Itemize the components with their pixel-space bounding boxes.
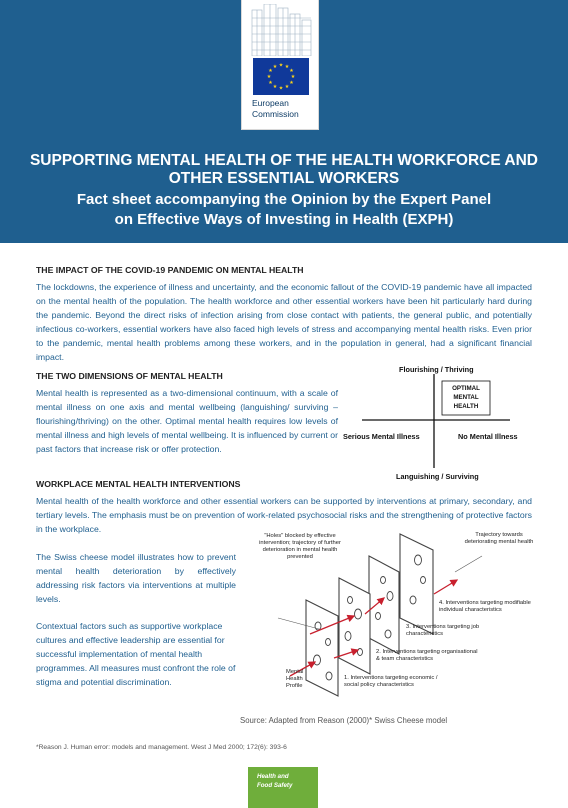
intervention-1-label bbox=[344, 675, 437, 689]
logo-text bbox=[252, 98, 312, 120]
swiss-cheese-paragraph: The Swiss cheese model illustrates how to prevent mental health deterioration by effectively addressing risk factors via interventions at multiple levels. bbox=[36, 552, 236, 604]
box-line-2: MENTAL bbox=[453, 394, 479, 401]
intervention-1-line-1: 1. Interventions targeting economic / bbox=[344, 675, 438, 681]
logo-line-2: Commission bbox=[252, 109, 299, 119]
holes-line-3: deterioration in mental health bbox=[262, 547, 338, 553]
badge-line-1: Health and bbox=[257, 773, 289, 780]
svg-text:★: ★ bbox=[278, 62, 284, 69]
intervention-2-line-1: 2. Interventions targeting organisational bbox=[376, 649, 478, 655]
box-line-3: HEALTH bbox=[453, 403, 479, 410]
trajectory-label bbox=[454, 532, 544, 546]
eu-flag-icon bbox=[253, 58, 309, 95]
subtitle-line-2: on Effective Ways of Investing in Health (EXPH) bbox=[114, 211, 454, 228]
page-title bbox=[20, 152, 548, 188]
axis-bottom-label: Languishing / Surviving bbox=[396, 472, 479, 481]
swiss-cheese-diagram bbox=[250, 530, 545, 705]
svg-text:★: ★ bbox=[278, 85, 284, 92]
badge-text bbox=[257, 772, 292, 790]
source-caption: Source: Adapted from Reason (2000)* Swiss Cheese model bbox=[240, 716, 448, 725]
section3-heading: WORKPLACE MENTAL HEALTH INTERVENTIONS bbox=[36, 479, 241, 489]
profile-line-2: Health bbox=[286, 676, 303, 682]
section2-heading: THE TWO DIMENSIONS OF MENTAL HEALTH bbox=[36, 371, 223, 381]
page-subtitle bbox=[20, 190, 548, 230]
svg-text:★: ★ bbox=[272, 64, 278, 70]
trajectory-line-2: deteriorating mental health bbox=[464, 539, 534, 545]
title-line-2: OTHER ESSENTIAL WORKERS bbox=[168, 170, 400, 187]
svg-text:★: ★ bbox=[266, 74, 272, 80]
optimal-mental-health-box bbox=[442, 384, 490, 411]
holes-line-2: intervention; trajectory of further bbox=[259, 540, 341, 546]
intervention-2-label bbox=[376, 649, 478, 663]
european-commission-logo[interactable] bbox=[241, 0, 319, 130]
svg-text:★: ★ bbox=[289, 68, 294, 74]
quadrant-axes bbox=[340, 362, 536, 482]
intervention-4-label bbox=[439, 600, 531, 614]
axis-right-label: No Mental Illness bbox=[458, 432, 518, 441]
logo-line-1: European bbox=[252, 98, 289, 108]
svg-text:★: ★ bbox=[284, 84, 290, 90]
badge-line-2: Food Safety bbox=[257, 782, 293, 789]
intervention-3-label bbox=[406, 624, 479, 638]
mental-health-profile-label bbox=[286, 669, 314, 690]
holes-label bbox=[250, 533, 350, 561]
profile-line-1: Mental bbox=[286, 669, 304, 675]
berlaymont-building-icon bbox=[248, 4, 314, 56]
intervention-2-line-2: & team characteristics bbox=[376, 656, 434, 662]
axis-left-label: Serious Mental Illness bbox=[343, 432, 420, 441]
subtitle-line-1: Fact sheet accompanying the Opinion by the Expert Panel bbox=[76, 191, 492, 208]
section1-heading: THE IMPACT OF THE COVID-19 PANDEMIC ON MENTAL HEALTH bbox=[36, 265, 304, 275]
intervention-4-line-1: 4. Interventions targeting modifiable bbox=[439, 600, 531, 606]
svg-text:★: ★ bbox=[284, 64, 290, 70]
intervention-4-line-2: individual characteristics bbox=[439, 607, 502, 613]
svg-text:★: ★ bbox=[290, 74, 296, 80]
svg-text:★: ★ bbox=[289, 80, 294, 86]
svg-text:★: ★ bbox=[268, 80, 273, 86]
svg-text:★: ★ bbox=[268, 68, 273, 74]
axis-top-label: Flourishing / Thriving bbox=[399, 365, 474, 374]
intervention-3-line-2: characteristics bbox=[406, 631, 444, 637]
health-food-safety-badge bbox=[248, 767, 318, 808]
section2-body: Mental health is represented as a two-dimensional continuum, with a scale of mental illness on one axis and mental wellbeing (languishing/ surviving – flourishing/thriving) on the other. Optimal mental health requires low levels of mental illness and high levels of mental wellbeing. It is influenced by current or past factors that increase risk or offer protection. bbox=[36, 388, 338, 454]
profile-line-3: Profile bbox=[286, 683, 303, 689]
intervention-1-line-2: social policy characteristics bbox=[344, 682, 414, 688]
mental-health-quadrant-diagram bbox=[340, 362, 536, 482]
title-line-1: SUPPORTING MENTAL HEALTH OF THE HEALTH WORKFORCE AND bbox=[29, 152, 539, 169]
intervention-3-line-1: 3. Interventions targeting job bbox=[406, 624, 480, 630]
contextual-factors-paragraph: Contextual factors such as supportive workplace cultures and effective leadership are essential for successful implementation of mental health programmes. All measures must confront the role of stigma and potential discrimination. bbox=[36, 621, 236, 687]
trajectory-line-1: Trajectory towards bbox=[475, 532, 523, 538]
section3-body: Mental health of the health workforce and other essential workers can be supported by interventions at primary, secondary, and tertiary levels. The emphasis must be on prevention of work-related psychosocial risks and the strengthening of protective factors in the workplace. bbox=[36, 496, 532, 534]
box-line-1: OPTIMAL bbox=[452, 385, 480, 392]
section1-body: The lockdowns, the experience of illness and uncertainty, and the economic fallout of the COVID-19 pandemic have all impacted on the mental health of the population. The health workforce and other essential workers have been hit particularly hard during the pandemic. Beyond the direct risks of infection arising from close contact with patients, the general public, and potentially infectious co-workers, essential workers have also faced high levels of stress and accompanying mental health risks. Even prior to the pandemic, mental health problems among these workers, and in the population in general, had a significant financial impact. bbox=[36, 282, 532, 362]
reference-footnote: *Reason J. Human error: models and management. West J Med 2000; 172(6): 393-6 bbox=[36, 744, 287, 751]
svg-text:★: ★ bbox=[272, 84, 278, 90]
holes-line-4: prevented bbox=[287, 554, 313, 560]
holes-line-1: "Holes" blocked by effective bbox=[264, 533, 336, 539]
